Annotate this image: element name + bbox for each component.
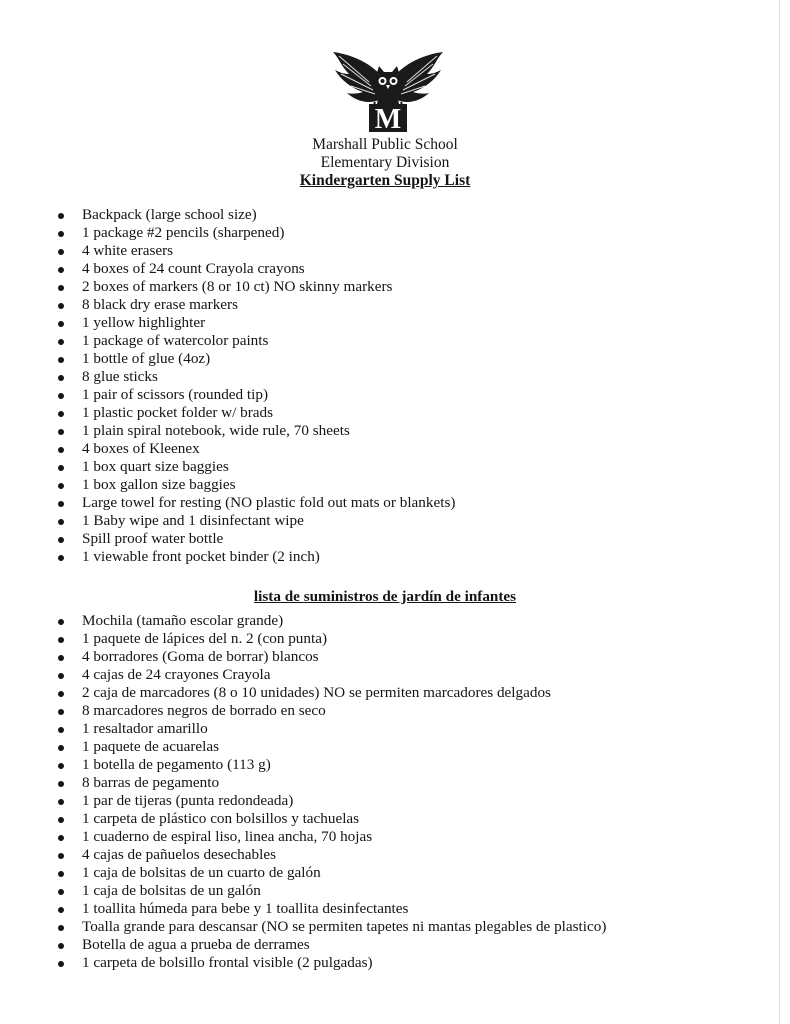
list-item-text: Backpack (large school size) — [82, 206, 257, 223]
list-item-text: 8 black dry erase markers — [82, 296, 239, 313]
list-item-text: 4 boxes of Kleenex — [82, 440, 200, 457]
header — [0, 136, 770, 190]
bullet-icon — [58, 673, 64, 679]
school-name: Marshall Public School — [312, 136, 458, 153]
bullet-icon — [58, 429, 64, 435]
list-item-text: Large towel for resting (NO plastic fold out mats or blankets) — [82, 494, 456, 511]
list-item — [0, 666, 606, 684]
logo-letter: M — [374, 104, 402, 134]
list-item — [0, 612, 606, 630]
list-item — [0, 206, 455, 224]
list-item — [0, 422, 455, 440]
bullet-icon — [58, 303, 64, 309]
list-item-text: 1 caja de bolsitas de un cuarto de galón — [82, 864, 321, 881]
bullet-icon — [58, 339, 64, 345]
list-item — [0, 630, 606, 648]
bullet-icon — [58, 853, 64, 859]
list-item-text: Mochila (tamaño escolar grande) — [82, 612, 284, 629]
list-item-text: 1 Baby wipe and 1 disinfectant wipe — [82, 512, 304, 529]
list-item-text: 1 cuaderno de espiral liso, linea ancha, 70 hojas — [82, 828, 373, 845]
list-item — [0, 548, 455, 566]
list-item — [0, 882, 606, 900]
list-item — [0, 368, 455, 386]
page-title: Kindergarten Supply List — [299, 172, 471, 189]
list-item — [0, 512, 455, 530]
bullet-icon — [58, 267, 64, 273]
list-item-text: 8 marcadores negros de borrado en seco — [82, 702, 326, 719]
bullet-icon — [58, 889, 64, 895]
list-item-text: 1 carpeta de bolsillo frontal visible (2 pulgadas) — [82, 954, 373, 971]
bullet-icon — [58, 799, 64, 805]
list-item-text: 2 caja de marcadores (8 o 10 unidades) NO se permiten marcadores delgados — [82, 684, 551, 701]
bullet-icon — [58, 871, 64, 877]
bullet-icon — [58, 907, 64, 913]
bullet-icon — [58, 763, 64, 769]
list-item — [0, 332, 455, 350]
list-item — [0, 404, 455, 422]
page-edge — [779, 0, 780, 1024]
list-item — [0, 774, 606, 792]
list-item — [0, 810, 606, 828]
list-item-text: Botella de agua a prueba de derrames — [82, 936, 310, 953]
spanish-section-title: lista de suministros de jardín de infantes — [253, 588, 517, 605]
bullet-icon — [58, 817, 64, 823]
bullet-icon — [58, 249, 64, 255]
bullet-icon — [58, 483, 64, 489]
english-supply-list — [0, 206, 455, 566]
list-item-text: 1 par de tijeras (punta redondeada) — [82, 792, 294, 809]
list-item-text: 1 box quart size baggies — [82, 458, 229, 475]
list-item — [0, 792, 606, 810]
bullet-icon — [58, 943, 64, 949]
list-item — [0, 260, 455, 278]
bullet-icon — [58, 537, 64, 543]
bullet-icon — [58, 447, 64, 453]
list-item — [0, 386, 455, 404]
list-item — [0, 440, 455, 458]
list-item — [0, 936, 606, 954]
list-item-text: 1 viewable front pocket binder (2 inch) — [82, 548, 320, 565]
list-item-text: 4 borradores (Goma de borrar) blancos — [82, 648, 319, 665]
list-item-text: 4 cajas de pañuelos desechables — [82, 846, 276, 863]
list-item — [0, 648, 606, 666]
division-name: Elementary Division — [320, 154, 450, 171]
bullet-icon — [58, 375, 64, 381]
list-item-text: 1 plastic pocket folder w/ brads — [82, 404, 274, 421]
list-item-text: 1 botella de pegamento (113 g) — [82, 756, 271, 773]
bullet-icon — [58, 835, 64, 841]
list-item-text: 1 box gallon size baggies — [82, 476, 236, 493]
list-item-text: 1 paquete de lápices del n. 2 (con punta) — [82, 630, 328, 647]
list-item-text: 1 resaltador amarillo — [82, 720, 208, 737]
list-item — [0, 828, 606, 846]
list-item-text: 2 boxes of markers (8 or 10 ct) NO skinny markers — [82, 278, 393, 295]
list-item-text: 1 bottle of glue (4oz) — [82, 350, 211, 367]
bullet-icon — [58, 691, 64, 697]
list-item-text: 4 boxes of 24 count Crayola crayons — [82, 260, 305, 277]
list-item — [0, 756, 606, 774]
bullet-icon — [58, 727, 64, 733]
list-item — [0, 738, 606, 756]
bullet-icon — [58, 213, 64, 219]
list-item-text: 1 package of watercolor paints — [82, 332, 269, 349]
list-item-text: 8 barras de pegamento — [82, 774, 220, 791]
list-item — [0, 314, 455, 332]
bullet-icon — [58, 519, 64, 525]
list-item-text: 1 package #2 pencils (sharpened) — [82, 224, 285, 241]
list-item — [0, 278, 455, 296]
bullet-icon — [58, 321, 64, 327]
bullet-icon — [58, 393, 64, 399]
bullet-icon — [58, 357, 64, 363]
list-item-text: 1 carpeta de plástico con bolsillos y tachuelas — [82, 810, 360, 827]
bullet-icon — [58, 655, 64, 661]
bullet-icon — [58, 501, 64, 507]
bullet-icon — [58, 961, 64, 967]
list-item — [0, 242, 455, 260]
list-item — [0, 702, 606, 720]
bullet-icon — [58, 745, 64, 751]
list-item — [0, 900, 606, 918]
bullet-icon — [58, 555, 64, 561]
bullet-icon — [58, 231, 64, 237]
spanish-supply-list — [0, 612, 606, 972]
list-item-text: 4 white erasers — [82, 242, 174, 259]
list-item-text: 1 toallita húmeda para bebe y 1 toallita desinfectantes — [82, 900, 409, 917]
bullet-icon — [58, 411, 64, 417]
list-item — [0, 476, 455, 494]
list-item-text: 8 glue sticks — [82, 368, 158, 385]
list-item — [0, 846, 606, 864]
bullet-icon — [58, 465, 64, 471]
list-item — [0, 350, 455, 368]
bullet-icon — [58, 709, 64, 715]
list-item-text: 4 cajas de 24 crayones Crayola — [82, 666, 271, 683]
bullet-icon — [58, 781, 64, 787]
list-item-text: Toalla grande para descansar (NO se permiten tapetes ni mantas plegables de plastico) — [82, 918, 607, 935]
list-item — [0, 494, 455, 512]
list-item — [0, 458, 455, 476]
list-item-text: 1 plain spiral notebook, wide rule, 70 sheets — [82, 422, 350, 439]
bullet-icon — [58, 925, 64, 931]
list-item — [0, 530, 455, 548]
list-item — [0, 684, 606, 702]
list-item-text: 1 paquete de acuarelas — [82, 738, 220, 755]
bullet-icon — [58, 619, 64, 625]
list-item-text: 1 pair of scissors (rounded tip) — [82, 386, 269, 403]
list-item-text: Spill proof water bottle — [82, 530, 224, 547]
owl-logo-icon — [329, 52, 447, 134]
list-item-text: 1 caja de bolsitas de un galón — [82, 882, 261, 899]
list-item — [0, 954, 606, 972]
list-item-text: 1 yellow highlighter — [82, 314, 206, 331]
list-item — [0, 224, 455, 242]
list-item — [0, 720, 606, 738]
list-item — [0, 296, 455, 314]
bullet-icon — [58, 637, 64, 643]
list-item — [0, 918, 606, 936]
bullet-icon — [58, 285, 64, 291]
list-item — [0, 864, 606, 882]
